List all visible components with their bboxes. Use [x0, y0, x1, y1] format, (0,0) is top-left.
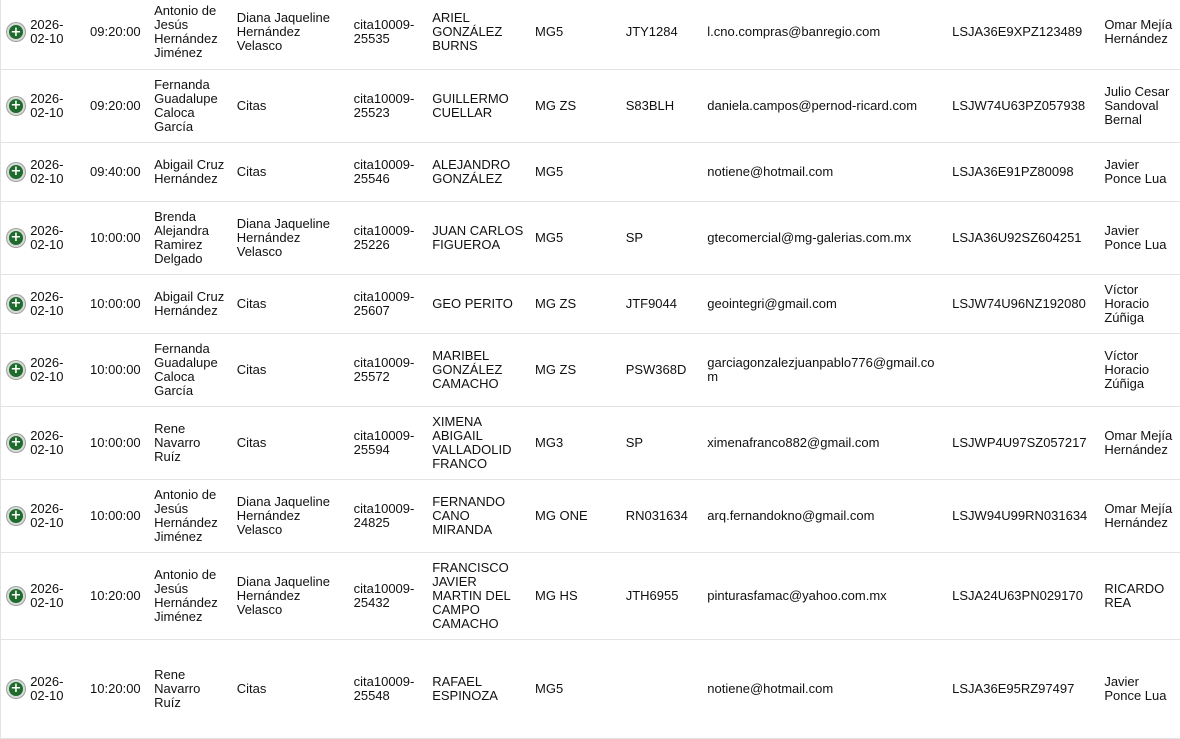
cell-time: 09:20:00: [81, 0, 151, 69]
expand-cell[interactable]: [1, 69, 27, 142]
plus-symbol: +: [11, 509, 22, 522]
expand-cell[interactable]: [1, 333, 27, 406]
table-row: [1, 142, 1180, 201]
cell-model: MG5: [531, 201, 622, 274]
table-row: [1, 639, 1180, 738]
cell-date: 2026-02-10: [26, 479, 80, 552]
cell-model: MG ZS: [531, 274, 622, 333]
table-row: [1, 479, 1180, 552]
table-row: [1, 274, 1180, 333]
cell-customer: GEO PERITO: [428, 274, 531, 333]
cell-email: daniela.campos@pernod-ricard.com: [703, 69, 948, 142]
cell-origin: Diana Jaqueline Hernández Velasco: [233, 479, 350, 552]
cell-customer: JUAN CARLOS FIGUEROA: [428, 201, 531, 274]
expand-cell[interactable]: [1, 639, 27, 738]
cell-customer: GUILLERMO CUELLAR: [428, 69, 531, 142]
cell-date: 2026-02-10: [26, 406, 80, 479]
cell-technician: Javier Ponce Lua: [1100, 639, 1180, 738]
cell-appointment-id: cita10009-25523: [350, 69, 429, 142]
cell-plate: S83BLH: [622, 69, 704, 142]
cell-plate: JTH6955: [622, 552, 704, 639]
cell-origin: Citas: [233, 274, 350, 333]
expand-cell[interactable]: [1, 201, 27, 274]
cell-appointment-id: cita10009-24825: [350, 479, 429, 552]
cell-time: 10:00:00: [81, 333, 151, 406]
cell-email: l.cno.compras@banregio.com: [703, 0, 948, 69]
cell-email: gtecomercial@mg-galerias.com.mx: [703, 201, 948, 274]
cell-vin: LSJW94U99RN031634: [948, 479, 1100, 552]
expand-cell[interactable]: [1, 0, 27, 69]
cell-technician: Víctor Horacio Zúñiga: [1100, 274, 1180, 333]
cell-email: pinturasfamac@yahoo.com.mx: [703, 552, 948, 639]
cell-model: MG5: [531, 142, 622, 201]
table-row: [1, 333, 1180, 406]
cell-appointment-id: cita10009-25546: [350, 142, 429, 201]
cell-vin: [948, 333, 1100, 406]
expand-cell[interactable]: [1, 406, 27, 479]
cell-date: 2026-02-10: [26, 142, 80, 201]
cell-vin: LSJA36E9XPZ123489: [948, 0, 1100, 69]
cell-appointment-id: cita10009-25607: [350, 274, 429, 333]
cell-time: 10:20:00: [81, 639, 151, 738]
cell-model: MG ONE: [531, 479, 622, 552]
cell-email: garciagonzalezjuanpablo776@gmail.com: [703, 333, 948, 406]
cell-advisor: Abigail Cruz Hernández: [150, 142, 233, 201]
cell-plate: JTY1284: [622, 0, 704, 69]
table-row: [1, 552, 1180, 639]
expand-cell[interactable]: [1, 479, 27, 552]
cell-appointment-id: cita10009-25594: [350, 406, 429, 479]
cell-technician: Javier Ponce Lua: [1100, 142, 1180, 201]
cell-email: ximenafranco882@gmail.com: [703, 406, 948, 479]
plus-circle-icon[interactable]: [7, 23, 25, 41]
table-row: [1, 406, 1180, 479]
cell-technician: Víctor Horacio Zúñiga: [1100, 333, 1180, 406]
expand-cell[interactable]: [1, 142, 27, 201]
cell-origin: Citas: [233, 142, 350, 201]
cell-origin: Citas: [233, 69, 350, 142]
cell-advisor: Antonio de Jesús Hernández Jiménez: [150, 0, 233, 69]
table-row: [1, 69, 1180, 142]
cell-plate: RN031634: [622, 479, 704, 552]
plus-symbol: +: [11, 682, 22, 695]
cell-origin: Diana Jaqueline Hernández Velasco: [233, 201, 350, 274]
plus-circle-icon[interactable]: [7, 97, 25, 115]
cell-date: 2026-02-10: [26, 552, 80, 639]
table-row: [1, 0, 1180, 69]
cell-appointment-id: cita10009-25535: [350, 0, 429, 69]
cell-origin: Citas: [233, 333, 350, 406]
cell-plate: SP: [622, 201, 704, 274]
plus-circle-icon[interactable]: [7, 229, 25, 247]
cell-customer: FERNANDO CANO MIRANDA: [428, 479, 531, 552]
cell-advisor: Brenda Alejandra Ramirez Delgado: [150, 201, 233, 274]
plus-circle-icon[interactable]: [7, 507, 25, 525]
appointments-table-body: [1, 0, 1180, 738]
cell-advisor: Antonio de Jesús Hernández Jiménez: [150, 552, 233, 639]
cell-plate: SP: [622, 406, 704, 479]
plus-symbol: +: [11, 436, 22, 449]
cell-email: notiene@hotmail.com: [703, 639, 948, 738]
plus-circle-icon[interactable]: [7, 163, 25, 181]
cell-origin: Diana Jaqueline Hernández Velasco: [233, 0, 350, 69]
cell-model: MG5: [531, 639, 622, 738]
cell-plate: [622, 639, 704, 738]
cell-customer: FRANCISCO JAVIER MARTIN DEL CAMPO CAMACHO: [428, 552, 531, 639]
cell-plate: [622, 142, 704, 201]
plus-symbol: +: [11, 165, 22, 178]
plus-symbol: +: [11, 99, 22, 112]
cell-time: 09:40:00: [81, 142, 151, 201]
table-row: [1, 201, 1180, 274]
cell-vin: LSJW74U96NZ192080: [948, 274, 1100, 333]
cell-date: 2026-02-10: [26, 69, 80, 142]
cell-vin: LSJWP4U97SZ057217: [948, 406, 1100, 479]
plus-circle-icon[interactable]: [7, 361, 25, 379]
cell-date: 2026-02-10: [26, 0, 80, 69]
cell-time: 09:20:00: [81, 69, 151, 142]
cell-vin: LSJA36E91PZ80098: [948, 142, 1100, 201]
cell-customer: XIMENA ABIGAIL VALLADOLID FRANCO: [428, 406, 531, 479]
cell-time: 10:00:00: [81, 201, 151, 274]
cell-appointment-id: cita10009-25572: [350, 333, 429, 406]
plus-circle-icon[interactable]: [7, 295, 25, 313]
cell-appointment-id: cita10009-25432: [350, 552, 429, 639]
plus-circle-icon[interactable]: [7, 680, 25, 698]
cell-email: arq.fernandokno@gmail.com: [703, 479, 948, 552]
cell-time: 10:20:00: [81, 552, 151, 639]
cell-appointment-id: cita10009-25226: [350, 201, 429, 274]
cell-customer: RAFAEL ESPINOZA: [428, 639, 531, 738]
cell-customer: MARIBEL GONZÁLEZ CAMACHO: [428, 333, 531, 406]
cell-origin: Diana Jaqueline Hernández Velasco: [233, 552, 350, 639]
cell-model: MG3: [531, 406, 622, 479]
cell-advisor: Rene Navarro Ruíz: [150, 639, 233, 738]
cell-vin: LSJA24U63PN029170: [948, 552, 1100, 639]
cell-advisor: Abigail Cruz Hernández: [150, 274, 233, 333]
cell-model: MG ZS: [531, 69, 622, 142]
cell-appointment-id: cita10009-25548: [350, 639, 429, 738]
cell-origin: Citas: [233, 406, 350, 479]
cell-model: MG ZS: [531, 333, 622, 406]
cell-advisor: Fernanda Guadalupe Caloca García: [150, 69, 233, 142]
plus-circle-icon[interactable]: [7, 587, 25, 605]
cell-time: 10:00:00: [81, 406, 151, 479]
cell-date: 2026-02-10: [26, 274, 80, 333]
cell-customer: ALEJANDRO GONZÁLEZ: [428, 142, 531, 201]
cell-advisor: Rene Navarro Ruíz: [150, 406, 233, 479]
cell-advisor: Fernanda Guadalupe Caloca García: [150, 333, 233, 406]
expand-cell[interactable]: [1, 274, 27, 333]
cell-technician: Omar Mejía Hernández: [1100, 0, 1180, 69]
plus-symbol: +: [11, 231, 22, 244]
cell-vin: LSJA36E95RZ97497: [948, 639, 1100, 738]
cell-technician: Omar Mejía Hernández: [1100, 479, 1180, 552]
cell-date: 2026-02-10: [26, 333, 80, 406]
cell-customer: ARIEL GONZÁLEZ BURNS: [428, 0, 531, 69]
cell-date: 2026-02-10: [26, 201, 80, 274]
cell-date: 2026-02-10: [26, 639, 80, 738]
cell-email: geointegri@gmail.com: [703, 274, 948, 333]
cell-plate: PSW368D: [622, 333, 704, 406]
cell-time: 10:00:00: [81, 479, 151, 552]
expand-cell[interactable]: [1, 552, 27, 639]
cell-time: 10:00:00: [81, 274, 151, 333]
cell-advisor: Antonio de Jesús Hernández Jiménez: [150, 479, 233, 552]
cell-plate: JTF9044: [622, 274, 704, 333]
plus-circle-icon[interactable]: [7, 434, 25, 452]
cell-technician: Omar Mejía Hernández: [1100, 406, 1180, 479]
cell-technician: RICARDO REA: [1100, 552, 1180, 639]
cell-model: MG HS: [531, 552, 622, 639]
plus-symbol: +: [11, 363, 22, 376]
plus-symbol: +: [11, 26, 22, 39]
plus-symbol: +: [11, 297, 22, 310]
plus-symbol: +: [11, 589, 22, 602]
cell-vin: LSJW74U63PZ057938: [948, 69, 1100, 142]
cell-technician: Javier Ponce Lua: [1100, 201, 1180, 274]
cell-technician: Julio Cesar Sandoval Bernal: [1100, 69, 1180, 142]
cell-email: notiene@hotmail.com: [703, 142, 948, 201]
cell-vin: LSJA36U92SZ604251: [948, 201, 1100, 274]
cell-model: MG5: [531, 0, 622, 69]
cell-origin: Citas: [233, 639, 350, 738]
